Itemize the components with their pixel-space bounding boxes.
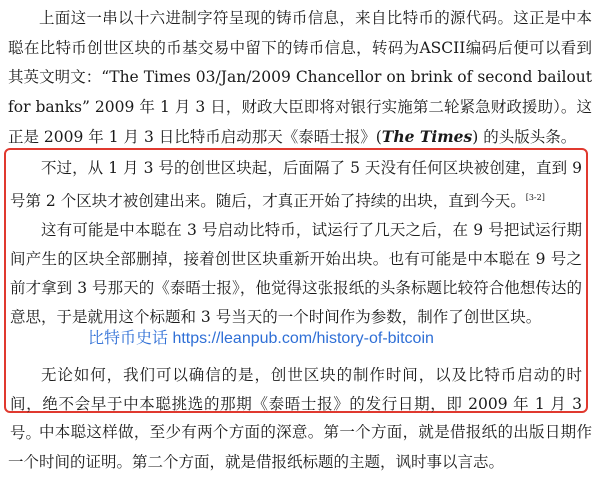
text-run: 上面这一串以十六进制字符呈现的铸币信息，来自比特币的源代码。这正是中本聪在比特币创世区块的币基交易中留下的铸币信息，转码为ASCII编码后便可以看到其英文明文：“The Times 03/Jan/2009 Chancellor on brink of second bailout for banks” 2009 年 1 月 3 日，财政大臣即将对银行实施第二轮紧急财政援助）。这正是 2009 年 1 月 3 日比特币启动那天《泰晤士报》(	[8, 9, 592, 146]
promo-link[interactable]: 比特币史话 https://leanpub.com/history-of-bitcoin	[88, 330, 434, 347]
reference-mark: [3-2]	[525, 193, 545, 202]
paragraph-meaning	[8, 418, 592, 477]
paragraph-block-gap	[10, 154, 582, 216]
highlight-box	[4, 148, 588, 443]
paragraph-intro	[8, 4, 592, 153]
paragraph-hypothesis: 这有可能是中本聪在 3 号启动比特币，试运行了几天之后，在 9 号把试运行期间产生的区块全部删掉，接着创世区块重新开始出块。也有可能是中本聪在 9 号之前才拿到 3 号那天的《泰晤士报》，他觉得这张报纸的头条标题比较符合他想传达的意思，于是就用这个标题和 3 号当天的一个时间作为参数，制作了创世区块。	[10, 221, 582, 327]
paragraph-genesis-message	[8, 4, 592, 153]
paragraph-text: 中本聪这样做，至少有两个方面的深意。第一个方面，就是借报纸的出版日期作一个时间的证明。第二个方面，就是借报纸标题的主题，讽时事以言志。	[8, 423, 592, 471]
text-run: ) 的头版头条。	[472, 128, 577, 146]
newspaper-name: The Times	[381, 127, 473, 146]
paragraph-conclusion: 无论如何，我们可以确信的是，创世区块的制作时间，以及比特币启动的时间，绝不会早于中本聪挑选的那期《泰晤士报》的发行日期，即 2009 年 1 月 3 号。	[10, 366, 582, 443]
text-run: 不过，从 1 月 3 号的创世区块起，后面隔了 5 天没有任何区块被创建，直到 9 号第 2 个区块才被创建出来。随后，才真正开始了持续的出块，直到今天。	[10, 159, 582, 211]
